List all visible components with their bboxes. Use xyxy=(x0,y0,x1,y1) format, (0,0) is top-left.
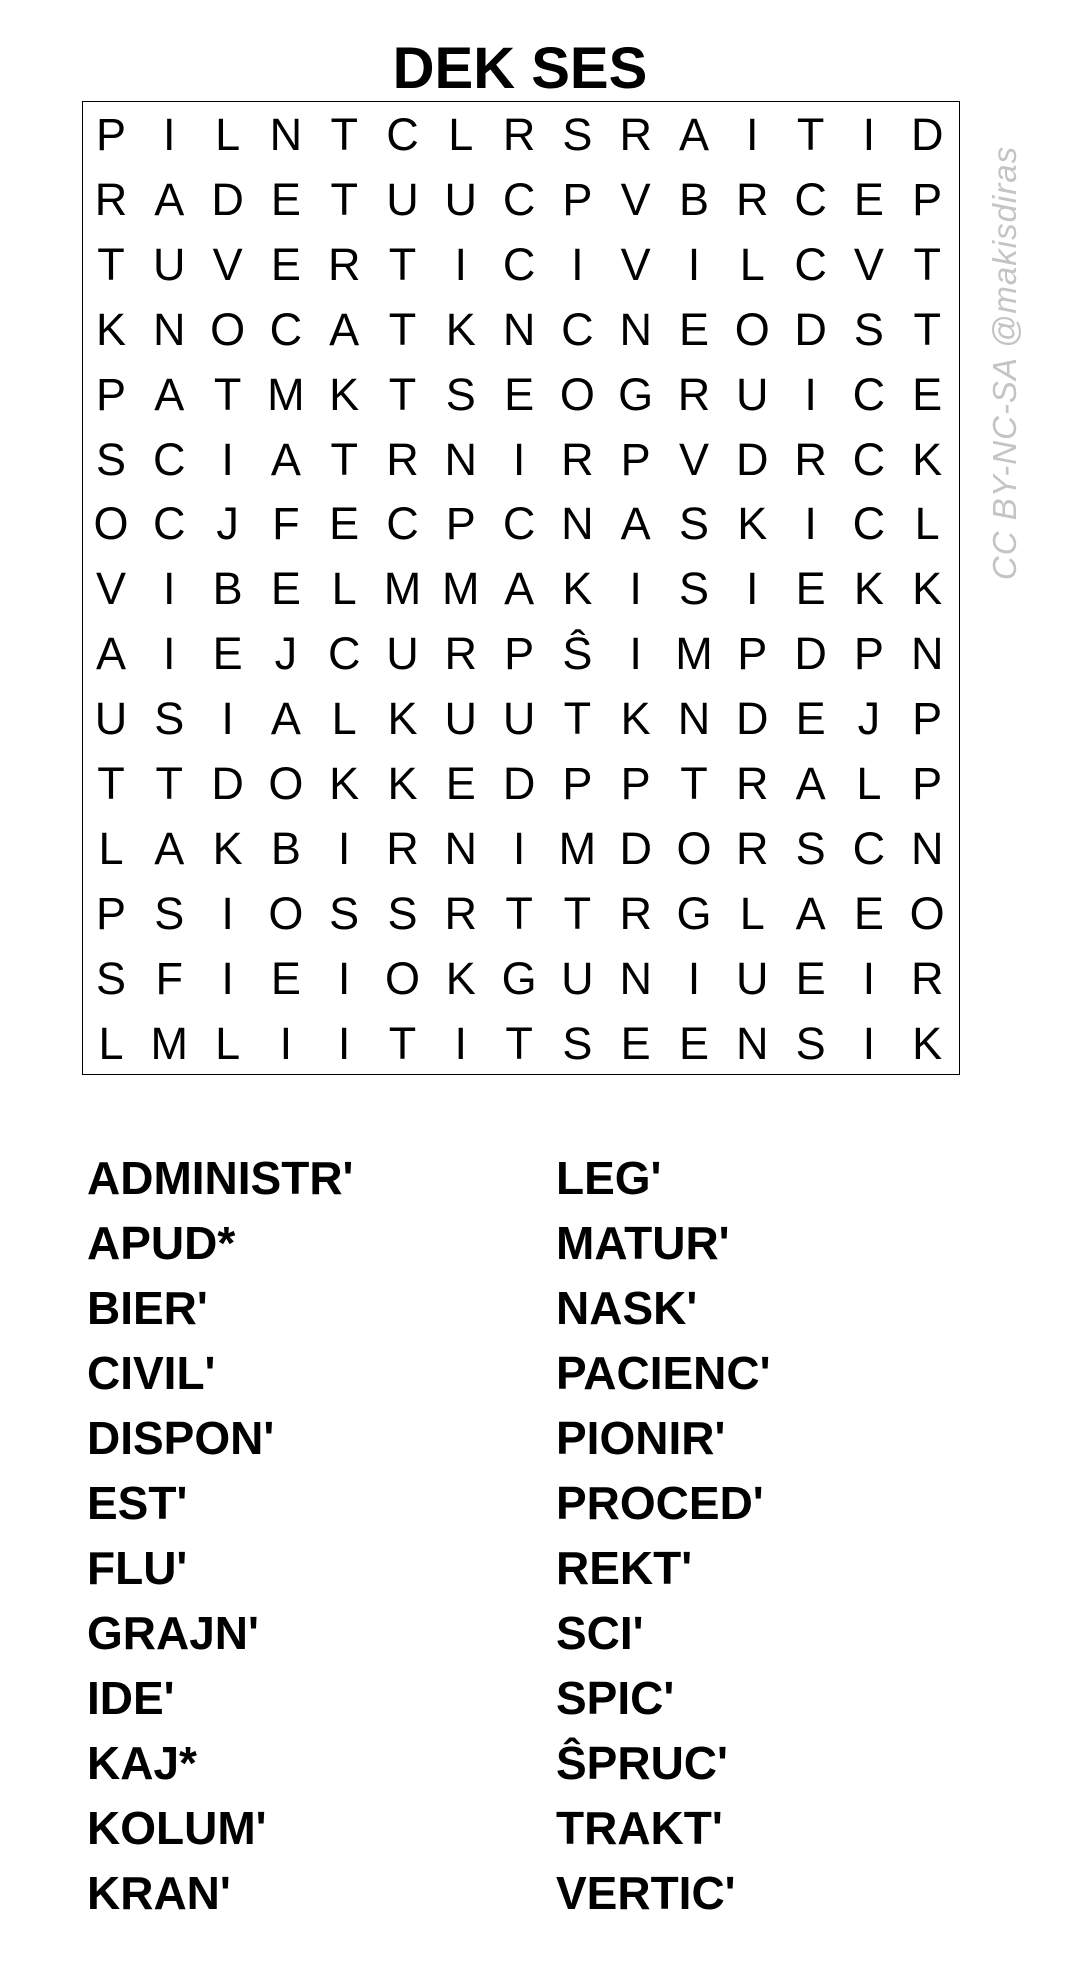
grid-cell[interactable]: L xyxy=(98,1017,124,1069)
grid-cell[interactable]: C xyxy=(502,238,536,290)
grid-cell[interactable]: B xyxy=(212,563,243,615)
grid-cell[interactable]: T xyxy=(155,758,184,809)
grid-cell[interactable]: E xyxy=(504,368,535,420)
grid-cell[interactable]: I xyxy=(221,887,234,939)
grid-cell[interactable]: P xyxy=(504,628,535,680)
word-list-item: SCI' xyxy=(556,1607,644,1659)
grid-cell[interactable]: M xyxy=(150,1017,189,1069)
grid-cell[interactable]: A xyxy=(154,822,185,874)
grid-cell[interactable]: D xyxy=(910,109,944,160)
grid-cell[interactable]: N xyxy=(910,628,944,680)
grid-cell[interactable]: P xyxy=(445,498,476,550)
grid-cell[interactable]: P xyxy=(95,368,126,420)
grid-cell[interactable]: I xyxy=(862,109,876,160)
grid-cell[interactable]: M xyxy=(383,563,422,615)
grid-cell[interactable]: T xyxy=(213,368,242,420)
grid-cell[interactable]: R xyxy=(794,433,827,485)
grid-cell[interactable]: E xyxy=(329,498,360,550)
grid-cell[interactable]: A xyxy=(795,758,826,809)
grid-cell[interactable]: M xyxy=(675,628,713,680)
grid-cell[interactable]: M xyxy=(442,563,480,615)
grid-cell[interactable]: A xyxy=(329,303,360,355)
grid-cell[interactable]: D xyxy=(502,758,536,809)
grid-cell[interactable]: T xyxy=(388,303,417,355)
grid-cell[interactable]: N xyxy=(910,822,944,874)
word-list-item: CIVIL' xyxy=(87,1347,216,1399)
grid-cell[interactable]: A xyxy=(270,433,301,485)
grid-cell[interactable]: V xyxy=(620,173,651,225)
grid-cell[interactable]: A xyxy=(95,628,126,680)
word-list xyxy=(0,1148,1068,1928)
grid-cell[interactable]: I xyxy=(454,238,468,290)
grid-cell[interactable]: U xyxy=(153,238,186,290)
grid-cell[interactable]: I xyxy=(746,563,759,615)
grid-cell[interactable]: I xyxy=(571,238,584,290)
grid-cell[interactable]: S xyxy=(795,1017,826,1069)
grid-cell[interactable]: I xyxy=(337,822,351,874)
grid-cell[interactable]: I xyxy=(337,1017,351,1069)
grid-cell[interactable]: E xyxy=(795,563,826,615)
grid-cell[interactable]: I xyxy=(804,498,817,550)
grid-row xyxy=(83,556,959,621)
grid-cell[interactable]: V xyxy=(853,238,884,290)
watermark-text: CC BY-NC-SA @makisdiras xyxy=(986,145,1023,581)
grid-cell[interactable]: E xyxy=(795,952,826,1004)
grid-cell[interactable]: O xyxy=(676,822,712,874)
grid-cell[interactable]: A xyxy=(504,563,535,615)
grid-cell[interactable]: T xyxy=(330,109,358,160)
grid-cell[interactable]: L xyxy=(739,238,765,290)
grid-cell[interactable]: B xyxy=(270,822,301,874)
grid-cell[interactable]: T xyxy=(796,109,825,160)
grid-cell[interactable]: T xyxy=(330,173,358,225)
grid-cell[interactable]: P xyxy=(912,173,943,225)
word-list-item: KRAN' xyxy=(87,1867,231,1919)
grid-cell[interactable]: S xyxy=(795,822,826,874)
grid-cell[interactable]: T xyxy=(97,758,125,809)
word-list-right-column xyxy=(556,1148,771,1928)
grid-cell[interactable]: E xyxy=(678,1017,709,1069)
grid-cell[interactable]: C xyxy=(852,433,886,485)
grid-row xyxy=(83,167,959,232)
grid-cell[interactable]: I xyxy=(279,1017,293,1069)
word-list-item: REKT' xyxy=(556,1542,693,1594)
grid-cell[interactable]: R xyxy=(561,433,594,485)
grid-cell[interactable]: K xyxy=(445,303,476,355)
grid-cell[interactable]: L xyxy=(215,1017,241,1069)
grid-cell[interactable]: U xyxy=(94,693,128,745)
word-list-left-column xyxy=(87,1148,353,1928)
grid-cell[interactable]: E xyxy=(620,1017,651,1069)
grid-cell[interactable]: D xyxy=(794,303,827,355)
grid-cell[interactable]: O xyxy=(384,952,420,1004)
grid-cell[interactable]: U xyxy=(736,952,769,1004)
grid-cell[interactable]: M xyxy=(267,368,305,420)
grid-cell[interactable]: I xyxy=(512,822,526,874)
grid-cell[interactable]: R xyxy=(736,173,769,225)
grid-cell[interactable]: K xyxy=(387,758,418,809)
grid-cell[interactable]: P xyxy=(912,758,943,809)
grid-cell[interactable]: E xyxy=(853,887,884,939)
grid-cell[interactable]: L xyxy=(331,563,357,615)
grid-cell[interactable]: E xyxy=(445,758,476,809)
grid-cell[interactable]: P xyxy=(95,109,126,160)
grid-cell[interactable]: P xyxy=(562,758,593,809)
grid-cell[interactable]: P xyxy=(620,433,651,485)
grid-cell[interactable]: T xyxy=(913,238,941,290)
grid-cell[interactable]: D xyxy=(736,433,769,485)
grid-cell[interactable]: O xyxy=(268,887,304,939)
grid-cell[interactable]: A xyxy=(620,498,651,550)
word-list-item: NASK' xyxy=(556,1282,698,1334)
word-list-item: VERTIC' xyxy=(556,1867,736,1919)
grid-cell[interactable]: I xyxy=(337,952,351,1004)
word-list-item: ADMINISTR' xyxy=(87,1152,354,1204)
grid-cell[interactable]: C xyxy=(386,498,419,550)
grid-cell[interactable]: A xyxy=(678,109,709,160)
grid-cell[interactable]: T xyxy=(913,303,941,355)
license-watermark xyxy=(982,118,1028,608)
grid-cell[interactable]: P xyxy=(620,758,651,809)
grid-cell[interactable]: S xyxy=(387,887,418,939)
grid-cell[interactable]: N xyxy=(502,303,536,355)
grid-cell[interactable]: T xyxy=(505,887,533,939)
grid-cell[interactable]: U xyxy=(386,173,419,225)
grid-row xyxy=(83,686,959,751)
grid-cell[interactable]: N xyxy=(153,303,186,355)
grid-row xyxy=(83,946,959,1011)
grid-cell[interactable]: R xyxy=(444,887,478,939)
grid-row xyxy=(83,881,959,946)
grid-cell[interactable]: Ŝ xyxy=(562,628,593,680)
grid-cell[interactable]: A xyxy=(154,368,185,420)
grid-cell[interactable]: G xyxy=(676,887,712,939)
grid-cell[interactable]: A xyxy=(154,173,185,225)
word-list-item: MATUR' xyxy=(556,1217,730,1269)
grid-cell[interactable]: V xyxy=(212,238,243,290)
grid-cell[interactable]: K xyxy=(329,758,360,809)
grid-cell[interactable]: E xyxy=(912,368,943,420)
word-list-item: APUD* xyxy=(87,1217,236,1269)
grid-cell[interactable]: O xyxy=(93,498,129,550)
grid-cell[interactable]: R xyxy=(94,173,128,225)
grid-cell[interactable]: E xyxy=(212,628,243,680)
grid-cell[interactable]: I xyxy=(862,952,876,1004)
grid-cell[interactable]: O xyxy=(268,758,304,809)
grid-cell[interactable]: O xyxy=(734,303,770,355)
grid-cell[interactable]: A xyxy=(270,693,301,745)
grid-cell[interactable]: N xyxy=(561,498,594,550)
grid-cell[interactable]: V xyxy=(678,433,709,485)
grid-cell[interactable]: K xyxy=(912,563,943,615)
word-list-item: GRAJN' xyxy=(87,1607,259,1659)
puzzle-title: DEK SES xyxy=(392,36,648,101)
word-list-item: PROCED' xyxy=(556,1477,764,1529)
grid-cell[interactable]: O xyxy=(909,887,945,939)
grid-cell[interactable]: D xyxy=(211,758,244,809)
grid-cell[interactable]: K xyxy=(562,563,593,615)
grid-cell[interactable]: T xyxy=(563,693,592,745)
grid-cell[interactable]: I xyxy=(687,952,701,1004)
grid-cell[interactable]: S xyxy=(329,887,360,939)
grid-cell[interactable]: I xyxy=(454,1017,468,1069)
word-list-item: EST' xyxy=(87,1477,188,1529)
grid-cell[interactable]: K xyxy=(329,368,360,420)
grid-cell[interactable]: D xyxy=(619,822,652,874)
grid-cell[interactable]: R xyxy=(736,822,769,874)
grid-cell[interactable]: C xyxy=(561,303,594,355)
grid-row xyxy=(83,751,959,816)
grid-cell[interactable]: E xyxy=(270,563,301,615)
grid-cell[interactable]: T xyxy=(97,238,125,290)
grid-cell[interactable]: T xyxy=(330,433,358,485)
grid-cell[interactable]: C xyxy=(502,498,536,550)
grid-cell[interactable]: I xyxy=(862,1017,876,1069)
grid-cell[interactable]: I xyxy=(221,433,234,485)
grid-cell[interactable]: R xyxy=(619,109,652,160)
grid-cell[interactable]: C xyxy=(794,173,827,225)
grid-cell[interactable]: T xyxy=(563,887,592,939)
grid-cell[interactable]: R xyxy=(386,433,419,485)
grid-cell[interactable]: N xyxy=(736,1017,769,1069)
grid-row xyxy=(83,816,959,881)
grid-cell[interactable]: U xyxy=(444,693,478,745)
grid-cell[interactable]: N xyxy=(677,693,711,745)
word-list-item: LEG' xyxy=(556,1152,662,1204)
grid-cell[interactable]: I xyxy=(746,109,759,160)
grid-cell[interactable]: B xyxy=(678,173,709,225)
word-list-item: KAJ* xyxy=(87,1737,197,1789)
grid-cell[interactable]: P xyxy=(562,173,593,225)
grid-cell[interactable]: J xyxy=(274,628,298,680)
grid-cell[interactable]: J xyxy=(216,498,239,550)
grid-cell[interactable]: U xyxy=(736,368,769,420)
grid-cell[interactable]: I xyxy=(221,693,234,745)
grid-cell[interactable]: C xyxy=(502,173,536,225)
grid-cell[interactable]: N xyxy=(269,109,303,160)
grid-cell[interactable]: E xyxy=(270,238,301,290)
grid-cell[interactable]: E xyxy=(270,952,301,1004)
grid-cell[interactable]: S xyxy=(562,1017,593,1069)
grid-cell[interactable]: R xyxy=(444,628,478,680)
word-list-item: KOLUM' xyxy=(87,1802,267,1854)
grid-cell[interactable]: U xyxy=(444,173,478,225)
grid-cell[interactable]: S xyxy=(154,887,185,939)
grid-cell[interactable]: I xyxy=(163,628,176,680)
grid-cell[interactable]: G xyxy=(618,368,654,420)
grid-cell[interactable]: K xyxy=(620,693,651,745)
grid-cell[interactable]: C xyxy=(794,238,827,290)
grid-cell[interactable]: L xyxy=(331,693,357,745)
word-list-item: PIONIR' xyxy=(556,1412,726,1464)
grid-cell[interactable]: V xyxy=(95,563,126,615)
grid-cell[interactable]: J xyxy=(857,693,881,745)
grid-cell[interactable]: U xyxy=(386,628,419,680)
grid-cell[interactable]: S xyxy=(95,952,126,1004)
grid-cell[interactable]: R xyxy=(677,368,711,420)
grid-row xyxy=(83,427,959,492)
grid-cell[interactable]: P xyxy=(737,628,768,680)
grid-cell[interactable]: E xyxy=(678,303,709,355)
grid-cell[interactable]: I xyxy=(221,952,234,1004)
grid-cell[interactable]: D xyxy=(794,628,827,680)
grid-cell[interactable]: C xyxy=(153,498,186,550)
word-list-item: PACIENC' xyxy=(556,1347,771,1399)
grid-cell[interactable]: I xyxy=(629,563,642,615)
grid-row xyxy=(83,621,959,686)
grid-cell[interactable]: K xyxy=(853,563,884,615)
grid-row xyxy=(83,491,959,556)
grid-cell[interactable]: U xyxy=(502,693,536,745)
grid-cell[interactable]: O xyxy=(559,368,595,420)
grid-cell[interactable]: D xyxy=(211,173,244,225)
grid-cell[interactable]: E xyxy=(270,173,301,225)
grid-cell[interactable]: R xyxy=(736,758,769,809)
grid-cell[interactable]: U xyxy=(561,952,594,1004)
grid-cell[interactable]: G xyxy=(501,952,537,1004)
grid-cell[interactable]: C xyxy=(852,822,886,874)
grid-cell[interactable]: R xyxy=(502,109,536,160)
grid-cell[interactable]: S xyxy=(562,109,593,160)
grid-cell[interactable]: E xyxy=(853,173,884,225)
grid-cell[interactable]: P xyxy=(95,887,126,939)
grid-cell[interactable]: A xyxy=(795,887,826,939)
grid-cell[interactable]: S xyxy=(154,693,185,745)
word-list-item: IDE' xyxy=(87,1672,175,1724)
grid-cell[interactable]: C xyxy=(386,109,419,160)
grid-cell[interactable]: K xyxy=(445,952,476,1004)
grid-cell[interactable]: N xyxy=(444,822,478,874)
grid-cell[interactable]: T xyxy=(680,758,708,809)
grid-cell[interactable]: K xyxy=(212,822,243,874)
word-list-item: BIER' xyxy=(87,1282,208,1334)
grid-cell[interactable]: I xyxy=(629,628,642,680)
grid-cell[interactable]: C xyxy=(269,303,303,355)
grid-cell[interactable]: N xyxy=(444,433,478,485)
grid-cell[interactable]: N xyxy=(619,952,652,1004)
grid-cell[interactable]: I xyxy=(687,238,701,290)
grid-row xyxy=(83,297,959,362)
grid-cell[interactable]: R xyxy=(910,952,944,1004)
grid-cell[interactable]: I xyxy=(512,433,526,485)
grid-row xyxy=(83,102,959,167)
word-list-item: SPIC' xyxy=(556,1672,675,1724)
grid-cell[interactable]: L xyxy=(98,822,124,874)
grid-cell[interactable]: T xyxy=(388,238,417,290)
grid-cell[interactable]: E xyxy=(795,693,826,745)
grid-row xyxy=(83,362,959,427)
grid-cell[interactable]: S xyxy=(853,303,884,355)
letter-grid[interactable] xyxy=(82,101,960,1075)
grid-cell[interactable]: L xyxy=(215,109,241,160)
grid-cell[interactable]: F xyxy=(272,498,300,550)
grid-cell[interactable]: C xyxy=(153,433,186,485)
word-list-item: TRAKT' xyxy=(556,1802,723,1854)
grid-cell[interactable]: N xyxy=(619,303,652,355)
grid-cell[interactable]: D xyxy=(736,693,769,745)
grid-cell[interactable]: L xyxy=(739,887,765,939)
grid-cell[interactable]: R xyxy=(327,238,361,290)
grid-cell[interactable]: T xyxy=(388,368,417,420)
grid-cell[interactable]: K xyxy=(912,1017,943,1069)
grid-cell[interactable]: L xyxy=(856,758,882,809)
grid-cell[interactable]: K xyxy=(387,693,418,745)
grid-cell[interactable]: S xyxy=(95,433,126,485)
word-list-item: FLU' xyxy=(87,1542,188,1594)
grid-cell[interactable]: C xyxy=(327,628,361,680)
grid-cell[interactable]: I xyxy=(804,368,817,420)
grid-cell[interactable]: S xyxy=(678,498,709,550)
grid-cell[interactable]: M xyxy=(558,822,597,874)
grid-cell[interactable]: R xyxy=(386,822,419,874)
grid-cell[interactable]: I xyxy=(163,563,176,615)
grid-cell[interactable]: K xyxy=(95,303,126,355)
grid-cell[interactable]: V xyxy=(620,238,651,290)
grid-row xyxy=(83,1011,959,1076)
grid-cell[interactable]: K xyxy=(912,433,943,485)
word-list-item: DISPON' xyxy=(87,1412,275,1464)
grid-cell[interactable]: R xyxy=(619,887,652,939)
grid-cell[interactable]: L xyxy=(914,498,940,550)
grid-cell[interactable]: P xyxy=(853,628,884,680)
grid-cell[interactable]: I xyxy=(163,109,176,160)
grid-cell[interactable]: K xyxy=(737,498,768,550)
grid-cell[interactable]: T xyxy=(388,1017,417,1069)
grid-cell[interactable]: P xyxy=(912,693,943,745)
grid-cell[interactable]: T xyxy=(505,1017,533,1069)
grid-cell[interactable]: C xyxy=(852,368,886,420)
grid-row xyxy=(83,232,959,297)
grid-cell[interactable]: S xyxy=(678,563,709,615)
grid-cell[interactable]: F xyxy=(155,952,184,1004)
grid-cell[interactable]: C xyxy=(852,498,886,550)
word-list-item: ŜPRUC' xyxy=(556,1737,728,1789)
grid-cell[interactable]: O xyxy=(210,303,246,355)
grid-cell[interactable]: L xyxy=(448,109,474,160)
grid-cell[interactable]: S xyxy=(445,368,476,420)
